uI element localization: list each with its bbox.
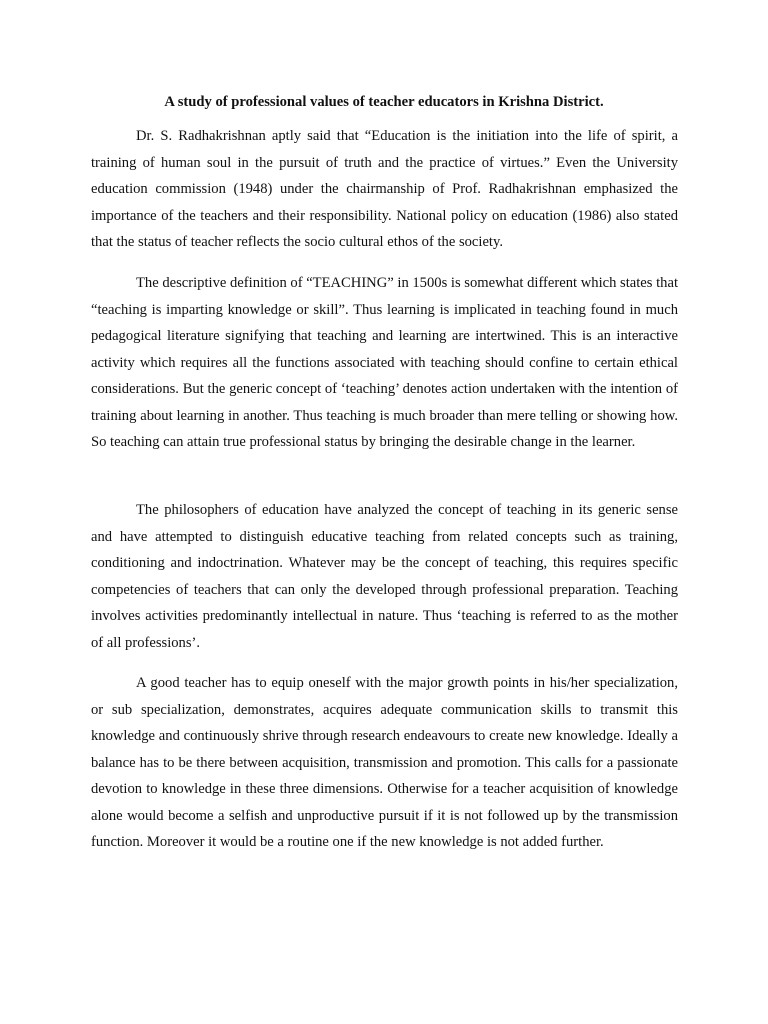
paragraph-3: The philosophers of education have analyzed the concept of teaching in its generic sense and have attempted to distinguish educative teaching from related concepts such as training, conditioning and indoctrination. Whatever may be the concept of teaching, this requires specific competencies of teachers that can only the developed through professional preparation. Teaching involves activities predominantly intellectual in nature. Thus ‘teaching is referred to as the mother of all professions’.: [91, 502, 678, 651]
paragraph-4: A good teacher has to equip oneself with the major growth points in his/her specialization, or sub specialization, demonstrates, acquires adequate communication skills to transmit this knowledge and continuously shrive through research endeavours to create new knowledge. Ideally a balance has to be there between acquisition, transmission and promotion. This calls for a passionate devotion to knowledge in these three dimensions. Otherwise for a teacher acquisition of knowledge alone would become a selfish and unproductive pursuit if it is not followed up by the transmission function. Moreover it would be a routine one if the new knowledge is not added further.: [91, 675, 678, 850]
paragraph-2: The descriptive definition of “TEACHING” in 1500s is somewhat different which states that “teaching is imparting knowledge or skill”. Thus learning is implicated in teaching found in much pedagogical literature signifying that teaching and learning are intertwined. This is an interactive activity which requires all the functions associated with teaching should confine to certain ethical considerations. But the generic concept of ‘teaching’ denotes action undertaken with the intention of training about learning in another. Thus teaching is much broader than mere telling or showing how. So teaching can attain true professional status by bringing the desirable change in the learner.: [91, 275, 678, 450]
document-title: A study of professional values of teacher educators in Krishna District.: [164, 94, 604, 110]
paragraph-1: Dr. S. Radhakrishnan aptly said that “Education is the initiation into the life of spirit, a training of human soul in the pursuit of truth and the practice of virtues.” Even the University education commission (1948) under the chairmanship of Prof. Radhakrishnan emphasized the importance of the teachers and their responsibility. National policy on education (1986) also stated that the status of teacher reflects the socio cultural ethos of the society.: [91, 128, 678, 250]
